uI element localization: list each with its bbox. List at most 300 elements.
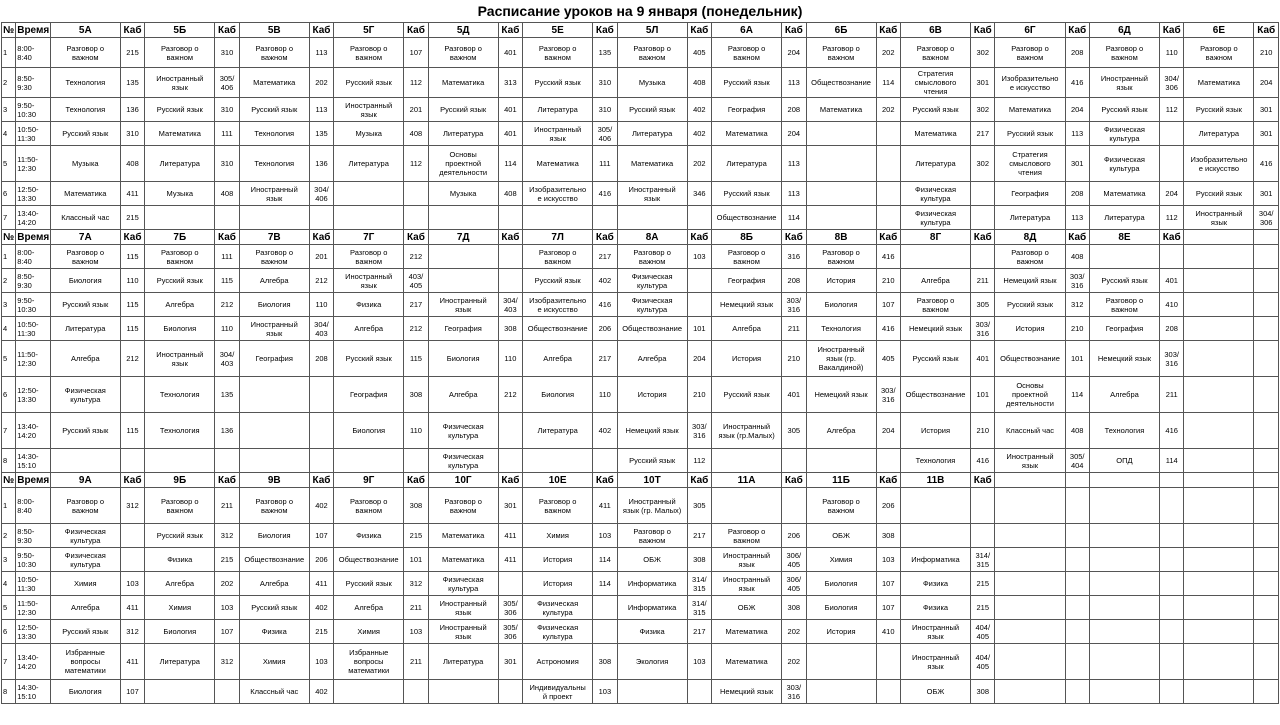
subject-cell [1089, 620, 1159, 644]
block-header-row [2, 23, 1279, 38]
subject-cell: Иностранный язык [900, 620, 970, 644]
room-cell: 136 [120, 98, 144, 122]
room-cell: 212 [498, 377, 522, 413]
subject-cell: Биология [239, 293, 309, 317]
room-cell [1160, 572, 1184, 596]
room-cell: 401 [971, 341, 995, 377]
room-cell: 201 [404, 98, 428, 122]
subject-cell: Математика [617, 146, 687, 182]
subject-cell: Русский язык [523, 269, 593, 293]
room-cell: 411 [498, 524, 522, 548]
subject-cell [1089, 245, 1159, 269]
subject-cell: Алгебра [334, 596, 404, 620]
subject-cell: Иностранный язык [900, 644, 970, 680]
subject-cell: История [900, 413, 970, 449]
lesson-number: 5 [2, 146, 16, 182]
subject-cell: Иностранный язык [617, 182, 687, 206]
header-class-name: 9Б [145, 473, 215, 488]
subject-cell: Русский язык [1089, 98, 1159, 122]
header-class-name: 9В [239, 473, 309, 488]
subject-cell: Русский язык [50, 293, 120, 317]
room-cell [1160, 548, 1184, 572]
subject-cell: Математика [50, 182, 120, 206]
room-cell [1160, 122, 1184, 146]
subject-cell [995, 488, 1065, 524]
header-class-name: 11В [900, 473, 970, 488]
room-cell: 314/ 315 [687, 596, 711, 620]
room-cell [876, 206, 900, 230]
subject-cell: Русский язык [1184, 98, 1254, 122]
room-cell: 312 [215, 524, 239, 548]
subject-cell: Физика [617, 620, 687, 644]
room-cell: 204 [1160, 182, 1184, 206]
header-class-name: 7А [50, 230, 120, 245]
lesson-row [2, 680, 1279, 704]
subject-cell: Физическая культура [428, 413, 498, 449]
subject-cell: ОБЖ [900, 680, 970, 704]
room-cell: 408 [404, 122, 428, 146]
subject-cell [1184, 341, 1254, 377]
room-cell [120, 524, 144, 548]
subject-cell: История [806, 269, 876, 293]
subject-cell: Физическая культура [50, 548, 120, 572]
subject-cell: ОБЖ [712, 596, 782, 620]
header-class-name: 7Б [145, 230, 215, 245]
lesson-time: 11:50- 12:30 [16, 596, 51, 620]
subject-cell: Русский язык [334, 341, 404, 377]
room-cell: 402 [309, 488, 333, 524]
subject-cell: Стратегия смыслового чтения [900, 68, 970, 98]
room-cell: 204 [876, 413, 900, 449]
lesson-number: 6 [2, 182, 16, 206]
room-cell [876, 449, 900, 473]
subject-cell: Русский язык [712, 377, 782, 413]
subject-cell: Иностранный язык (гр. Вакалдиной) [806, 341, 876, 377]
room-cell: 408 [1065, 413, 1089, 449]
subject-cell [50, 449, 120, 473]
subject-cell: Химия [145, 596, 215, 620]
room-cell: 114 [1065, 377, 1089, 413]
subject-cell [1184, 245, 1254, 269]
subject-cell: Разговор о важном [712, 524, 782, 548]
subject-cell: История [806, 620, 876, 644]
room-cell [404, 449, 428, 473]
subject-cell: Индивидуальны й проект [523, 680, 593, 704]
room-cell: 212 [404, 317, 428, 341]
lesson-row [2, 449, 1279, 473]
lesson-row [2, 341, 1279, 377]
subject-cell: Разговор о важном [806, 488, 876, 524]
header-room: Каб [782, 473, 806, 488]
subject-cell: Разговор о важном [50, 38, 120, 68]
header-room: Каб [309, 230, 333, 245]
subject-cell: Литература [523, 413, 593, 449]
room-cell: 303/ 316 [782, 680, 806, 704]
subject-cell: Астрономия [523, 644, 593, 680]
room-cell: 416 [593, 293, 617, 317]
room-cell: 210 [1065, 317, 1089, 341]
room-cell: 304/ 306 [1254, 206, 1279, 230]
subject-cell: Русский язык [1184, 182, 1254, 206]
lesson-number: 6 [2, 620, 16, 644]
subject-cell: Иностранный язык [428, 596, 498, 620]
room-cell: 308 [876, 524, 900, 548]
room-cell: 113 [309, 98, 333, 122]
room-cell: 408 [1065, 245, 1089, 269]
subject-cell: Математика [712, 644, 782, 680]
lesson-time: 11:50- 12:30 [16, 146, 51, 182]
room-cell: 204 [782, 38, 806, 68]
room-cell: 103 [309, 644, 333, 680]
room-cell: 202 [876, 38, 900, 68]
room-cell: 206 [782, 524, 806, 548]
subject-cell: Избранные вопросы математики [334, 644, 404, 680]
header-room [1065, 473, 1089, 488]
room-cell [120, 377, 144, 413]
subject-cell: Алгебра [50, 596, 120, 620]
room-cell [1160, 620, 1184, 644]
room-cell: 103 [593, 680, 617, 704]
header-num: № [3, 231, 15, 243]
room-cell: 201 [309, 245, 333, 269]
subject-cell: Русский язык [50, 122, 120, 146]
room-cell: 308 [404, 377, 428, 413]
room-cell: 402 [687, 122, 711, 146]
lesson-row [2, 377, 1279, 413]
room-cell [593, 596, 617, 620]
room-cell: 114 [593, 572, 617, 596]
subject-cell [1089, 572, 1159, 596]
room-cell: 314/ 315 [687, 572, 711, 596]
room-cell: 304/ 403 [215, 341, 239, 377]
room-cell: 111 [593, 146, 617, 182]
subject-cell: Химия [50, 572, 120, 596]
room-cell: 310 [593, 68, 617, 98]
subject-cell: Разговор о важном [145, 488, 215, 524]
subject-cell [428, 269, 498, 293]
header-class-name [1184, 230, 1254, 245]
room-cell: 416 [593, 182, 617, 206]
subject-cell [900, 488, 970, 524]
subject-cell [145, 680, 215, 704]
room-cell: 408 [215, 182, 239, 206]
subject-cell: Химия [523, 524, 593, 548]
block-header-row [2, 230, 1279, 245]
header-room: Каб [876, 230, 900, 245]
header-class-name: 5Е [523, 23, 593, 38]
room-cell: 217 [971, 122, 995, 146]
subject-cell: Музыка [145, 182, 215, 206]
subject-cell: Алгебра [1089, 377, 1159, 413]
subject-cell: Классный час [50, 206, 120, 230]
room-cell [1254, 644, 1279, 680]
room-cell [1065, 488, 1089, 524]
subject-cell [1184, 413, 1254, 449]
room-cell [498, 572, 522, 596]
room-cell: 302 [971, 146, 995, 182]
header-class-name: 7Л [523, 230, 593, 245]
subject-cell: Технология [806, 317, 876, 341]
header-class-name: 8В [806, 230, 876, 245]
room-cell: 110 [1160, 38, 1184, 68]
header-class-name: 10Е [523, 473, 593, 488]
subject-cell: Русский язык [617, 449, 687, 473]
header-room: Каб [1065, 23, 1089, 38]
subject-cell: Стратегия смыслового чтения [995, 146, 1065, 182]
room-cell: 212 [215, 293, 239, 317]
subject-cell: Иностранный язык [145, 341, 215, 377]
subject-cell: Русский язык [428, 98, 498, 122]
lesson-time: 10:50- 11:30 [16, 317, 51, 341]
room-cell: 113 [782, 68, 806, 98]
room-cell: 212 [309, 269, 333, 293]
header-class-name: 6Д [1089, 23, 1159, 38]
room-cell [309, 206, 333, 230]
room-cell: 211 [782, 317, 806, 341]
room-cell [593, 449, 617, 473]
header-class-name: 5А [50, 23, 120, 38]
subject-cell: Физика [239, 620, 309, 644]
room-cell: 115 [120, 245, 144, 269]
subject-cell: Немецкий язык [712, 293, 782, 317]
subject-cell [806, 182, 876, 206]
room-cell: 411 [498, 548, 522, 572]
room-cell: 302 [971, 38, 995, 68]
subject-cell [1089, 548, 1159, 572]
lesson-number: 2 [2, 524, 16, 548]
room-cell: 410 [1160, 293, 1184, 317]
subject-cell [995, 680, 1065, 704]
subject-cell: Алгебра [712, 317, 782, 341]
header-room: Каб [1254, 23, 1279, 38]
subject-cell [1184, 449, 1254, 473]
room-cell: 217 [593, 245, 617, 269]
subject-cell: Иностранный язык [1184, 206, 1254, 230]
subject-cell [428, 206, 498, 230]
room-cell [971, 182, 995, 206]
lesson-time: 10:50- 11:30 [16, 122, 51, 146]
subject-cell: Русский язык [995, 293, 1065, 317]
lesson-number: 5 [2, 341, 16, 377]
subject-cell: Литература [1184, 122, 1254, 146]
subject-cell: Технология [50, 98, 120, 122]
subject-cell: География [239, 341, 309, 377]
header-class-name [995, 473, 1065, 488]
room-cell: 103 [687, 245, 711, 269]
room-cell: 103 [120, 572, 144, 596]
room-cell: 114 [876, 68, 900, 98]
room-cell: 301 [1254, 182, 1279, 206]
subject-cell: Разговор о важном [239, 488, 309, 524]
subject-cell: Иностранный язык (гр. Малых) [617, 488, 687, 524]
header-class-name: 6Г [995, 23, 1065, 38]
room-cell [1254, 524, 1279, 548]
header-room: Каб [404, 473, 428, 488]
room-cell: 114 [593, 548, 617, 572]
lesson-number: 3 [2, 98, 16, 122]
room-cell: 416 [876, 317, 900, 341]
subject-cell: Изобразительно е искусство [523, 293, 593, 317]
subject-cell: Технология [239, 146, 309, 182]
subject-cell: Русский язык [145, 269, 215, 293]
subject-cell: Физическая культура [617, 269, 687, 293]
subject-cell: ОПД [1089, 449, 1159, 473]
header-class-name: 10Т [617, 473, 687, 488]
subject-cell: Изобразительно е искусство [1184, 146, 1254, 182]
room-cell: 308 [782, 596, 806, 620]
subject-cell: История [523, 548, 593, 572]
subject-cell: Русский язык [50, 413, 120, 449]
room-cell: 301 [498, 488, 522, 524]
subject-cell: Русский язык [617, 98, 687, 122]
room-cell [1160, 146, 1184, 182]
room-cell: 312 [1065, 293, 1089, 317]
subject-cell: Обществознание [900, 377, 970, 413]
subject-cell: Математика [806, 98, 876, 122]
room-cell [1254, 572, 1279, 596]
room-cell [498, 245, 522, 269]
subject-cell: Биология [239, 524, 309, 548]
subject-cell: Химия [239, 644, 309, 680]
subject-cell: Русский язык [145, 98, 215, 122]
subject-cell [1184, 572, 1254, 596]
subject-cell: Русский язык [712, 68, 782, 98]
lesson-row [2, 524, 1279, 548]
subject-cell: Обществознание [712, 206, 782, 230]
header-room: Каб [971, 230, 995, 245]
subject-cell [806, 680, 876, 704]
room-cell: 402 [309, 680, 333, 704]
lesson-time: 8:00- 8:40 [16, 38, 51, 68]
header-class-name: 5Д [428, 23, 498, 38]
room-cell [404, 182, 428, 206]
lesson-number: 3 [2, 548, 16, 572]
subject-cell: Разговор о важном [428, 38, 498, 68]
subject-cell: Разговор о важном [995, 245, 1065, 269]
room-cell: 204 [782, 122, 806, 146]
subject-cell: Математика [428, 68, 498, 98]
room-cell: 110 [404, 413, 428, 449]
subject-cell: Разговор о важном [523, 245, 593, 269]
subject-cell: Русский язык [334, 572, 404, 596]
room-cell: 110 [593, 377, 617, 413]
subject-cell: История [617, 377, 687, 413]
subject-cell: Химия [806, 548, 876, 572]
room-cell [404, 206, 428, 230]
subject-cell: Классный час [995, 413, 1065, 449]
header-room: Каб [120, 230, 144, 245]
subject-cell: Немецкий язык [1089, 341, 1159, 377]
room-cell [1254, 620, 1279, 644]
subject-cell: География [1089, 317, 1159, 341]
subject-cell: Алгебра [145, 293, 215, 317]
header-class-name: 5Г [334, 23, 404, 38]
subject-cell: География [712, 98, 782, 122]
room-cell: 208 [782, 269, 806, 293]
room-cell: 217 [593, 341, 617, 377]
room-cell: 305/ 404 [1065, 449, 1089, 473]
room-cell: 306/ 405 [782, 548, 806, 572]
subject-cell: Литература [617, 122, 687, 146]
subject-cell: Разговор о важном [617, 38, 687, 68]
subject-cell [1184, 620, 1254, 644]
subject-cell: Физика [900, 572, 970, 596]
subject-cell: Биология [806, 596, 876, 620]
subject-cell: Разговор о важном [900, 38, 970, 68]
room-cell [309, 413, 333, 449]
subject-cell: Литература [1089, 206, 1159, 230]
header-room: Каб [687, 23, 711, 38]
room-cell: 215 [971, 596, 995, 620]
header-room: Каб [215, 473, 239, 488]
subject-cell: Алгебра [428, 377, 498, 413]
subject-cell: Математика [145, 122, 215, 146]
subject-cell [900, 524, 970, 548]
room-cell: 313 [498, 68, 522, 98]
subject-cell: Разговор о важном [50, 245, 120, 269]
subject-cell: Литература [145, 146, 215, 182]
room-cell: 305/ 306 [498, 620, 522, 644]
subject-cell: Математика [239, 68, 309, 98]
subject-cell: Алгебра [900, 269, 970, 293]
subject-cell: Экология [617, 644, 687, 680]
room-cell: 215 [120, 206, 144, 230]
room-cell: 308 [498, 317, 522, 341]
subject-cell: Физическая культура [900, 206, 970, 230]
room-cell: 305 [782, 413, 806, 449]
subject-cell: Немецкий язык [617, 413, 687, 449]
room-cell: 215 [404, 524, 428, 548]
room-cell: 103 [876, 548, 900, 572]
subject-cell: Литература [523, 98, 593, 122]
subject-cell: Математика [1089, 182, 1159, 206]
subject-cell: Разговор о важном [995, 38, 1065, 68]
room-cell: 401 [498, 98, 522, 122]
lesson-number: 4 [2, 572, 16, 596]
room-cell: 115 [120, 293, 144, 317]
room-cell: 304/ 406 [309, 182, 333, 206]
header-class-name [1089, 473, 1159, 488]
subject-cell: Обществознание [617, 317, 687, 341]
subject-cell: Физическая культура [523, 620, 593, 644]
lesson-time: 14:30- 15:10 [16, 680, 51, 704]
header-room: Каб [876, 23, 900, 38]
subject-cell: Обществознание [806, 68, 876, 98]
subject-cell: Разговор о важном [1089, 38, 1159, 68]
room-cell: 208 [1065, 182, 1089, 206]
header-room: Каб [593, 230, 617, 245]
header-class-name: 7В [239, 230, 309, 245]
header-room: Каб [876, 473, 900, 488]
header-room: Каб [1160, 230, 1184, 245]
room-cell: 411 [309, 572, 333, 596]
room-cell: 202 [309, 68, 333, 98]
header-class-name: 6А [712, 23, 782, 38]
lesson-number: 7 [2, 644, 16, 680]
room-cell [1254, 245, 1279, 269]
header-class-name: 8Б [712, 230, 782, 245]
room-cell [687, 293, 711, 317]
room-cell: 103 [593, 524, 617, 548]
subject-cell: Физическая культура [617, 293, 687, 317]
room-cell: 316 [782, 245, 806, 269]
room-cell [876, 146, 900, 182]
room-cell [1065, 548, 1089, 572]
room-cell: 405 [876, 341, 900, 377]
subject-cell: Химия [334, 620, 404, 644]
room-cell: 206 [309, 548, 333, 572]
subject-cell: Математика [900, 122, 970, 146]
